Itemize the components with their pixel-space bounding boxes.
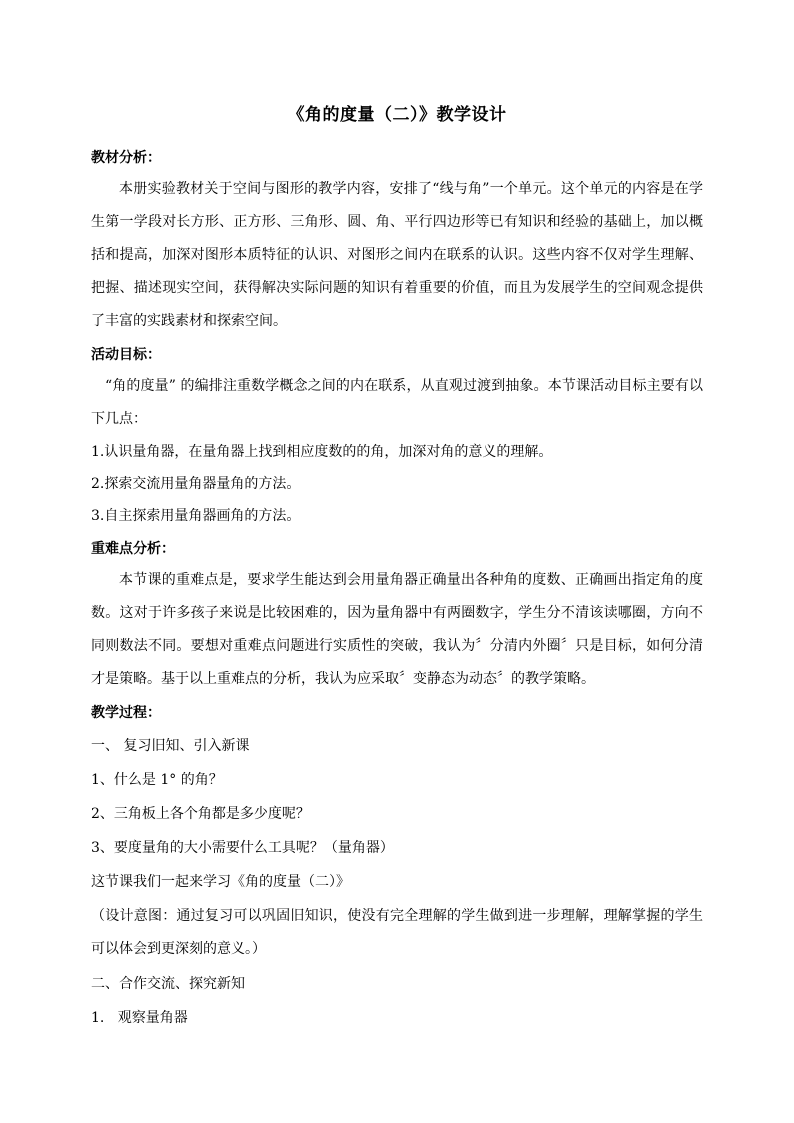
section-heading-material: 教材分析： (91, 150, 161, 166)
difficulty-paragraph: 本节课的重难点是，要求学生能达到会用量角器正确量出各种角的度数、正确画出指定角的度数。这对于许多孩子来说是比较困难的，因为量角器中有两圈数字，学生分不清该读哪圈，方向不同则数法不同。要想对重难点问题进行实质性的突破，我认为〞分清内外圈〞只是目标，如何分清才是策略。基于以上重难点的分析，我认为应采取〞变静态为动态〞的教学策略。 (91, 572, 703, 687)
process-part1-title: 一、 复习旧知、引入新课 (91, 738, 250, 754)
goal-item-2: 2.探索交流用量角器量角的方法。 (91, 476, 301, 492)
document-content (91, 100, 703, 1034)
review-question-3: 3、要度量角的大小需要什么工具呢？（量角器） (91, 840, 394, 856)
section-heading-process: 教学过程： (91, 705, 161, 721)
process-part2-title: 二、合作交流、探究新知 (91, 976, 245, 992)
process-step-1: 1. 观察量角器 (91, 1010, 188, 1026)
goal-item-3: 3.自主探索用量角器画角的方法。 (91, 508, 301, 524)
lead-in-sentence: 这节课我们一起来学习《角的度量（二）》 (91, 874, 350, 890)
goals-intro-paragraph: “角的度量” 的编排注重数学概念之间的内在联系，从直观过渡到抽象。本节课活动目标主要有以下几点： (91, 378, 703, 427)
section-heading-goals: 活动目标： (91, 347, 161, 363)
review-question-1: 1、什么是 1° 的角？ (91, 772, 223, 788)
review-question-2: 2、三角板上各个角都是多少度呢？ (91, 806, 310, 822)
material-analysis-paragraph: 本册实验教材关于空间与图形的教学内容，安排了“线与角”一个单元。这个单元的内容是在学生第一学段对长方形、正方形、三角形、圆、角、平行四边形等已有知识和经验的基础上，加以概括和提高，加深对图形本质特征的认识、对图形之间内在联系的认识。这些内容不仅对学生理解、把握、描述现实空间，获得解决实际问题的知识有着重要的价值，而且为发展学生的空间观念提供了丰富的实践素材和探索空间。 (91, 181, 703, 329)
page-title: 《角的度量（二）》教学设计 (287, 105, 507, 125)
goal-item-1: 1.认识量角器，在量角器上找到相应度数的的角，加深对角的意义的理解。 (91, 444, 553, 460)
section-heading-difficulty: 重难点分析： (91, 541, 175, 557)
design-intent-note: （设计意图：通过复习可以巩固旧知识，使没有完全理解的学生做到进一步理解，理解掌握的学生可以体会到更深刻的意义。） (91, 908, 703, 957)
